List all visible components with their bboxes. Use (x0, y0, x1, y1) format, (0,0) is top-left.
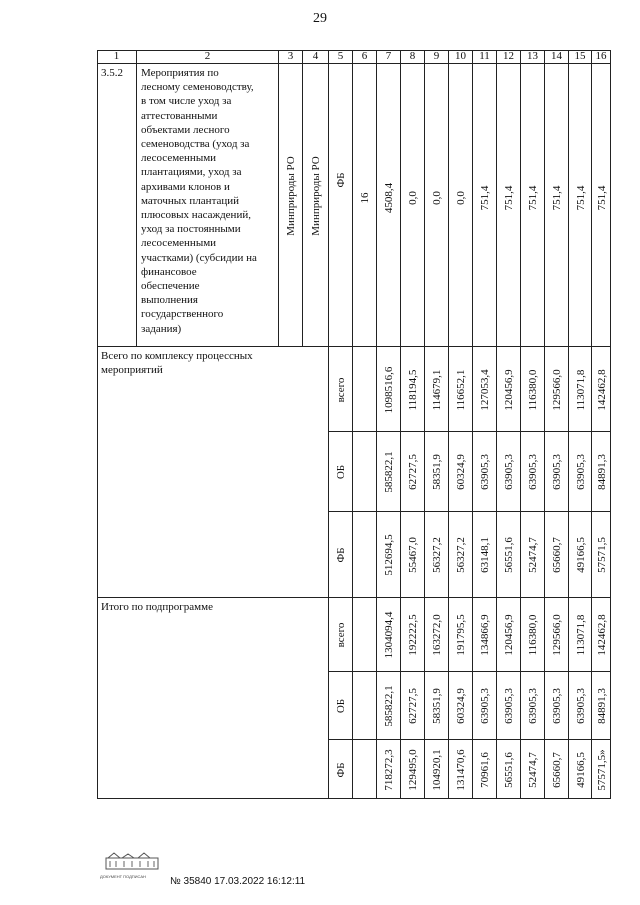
column-number-header: 7 (377, 50, 401, 64)
data-cell (401, 64, 425, 347)
data-cell (353, 512, 377, 598)
amount-value: 0,0 (455, 191, 467, 205)
amount-value: 55467,0 (407, 537, 419, 573)
amount-value: 192222,5 (407, 614, 419, 656)
data-cell (353, 432, 377, 512)
amount-value: 120456,9 (503, 614, 515, 656)
amount-value: 62727,5 (407, 454, 419, 490)
complex-total-label-cell (97, 347, 329, 598)
amount-value: 116380,0 (527, 369, 539, 410)
amount-value: 56327,2 (455, 537, 467, 573)
row-name-line: маточных плантаций (141, 194, 240, 207)
amount-value: 63905,3 (503, 688, 515, 724)
amount-value: 4508,4 (383, 182, 395, 214)
amount-value: 58351,9 (431, 688, 443, 724)
amount-value: 49166,5 (574, 537, 587, 573)
amount-value: 49166,5 (574, 751, 587, 788)
amount-value: 63905,3 (574, 454, 587, 490)
amount-value: 63905,3 (574, 688, 587, 724)
amount-value: 63905,3 (551, 688, 563, 724)
funding-source: ФБ (335, 761, 347, 778)
amount-value: 65660,7 (551, 751, 563, 788)
amount-value: 163272,0 (431, 614, 443, 656)
amount-value: 129566,0 (551, 614, 563, 656)
data-cell (353, 740, 377, 799)
amount-value: 84891,3 (595, 688, 608, 724)
row-name-line: плантациями, уход за (141, 166, 242, 179)
amount-value: 751,4 (551, 185, 563, 211)
column-number-header: 12 (497, 50, 521, 64)
amount-value: 191795,5 (455, 614, 467, 656)
column-number-header: 5 (329, 50, 353, 64)
data-cell (329, 64, 353, 347)
column-number-header: 14 (545, 50, 569, 64)
data-cell (449, 64, 473, 347)
column-number-header: 8 (401, 50, 425, 64)
subprogram-total-label-cell (97, 598, 329, 799)
amount-value: 0,0 (431, 191, 443, 205)
row-name-line: участками) (субсидии на (141, 251, 257, 264)
row-name-line: задания) (141, 322, 182, 335)
column-number-header: 13 (521, 50, 545, 64)
amount-value: 52474,7 (527, 537, 539, 573)
amount-value: 56551,6 (503, 537, 515, 573)
amount-value: 129495,0 (407, 748, 419, 791)
row-name-line: плюсовых насаждений, (141, 209, 251, 221)
amount-value: 56327,2 (431, 537, 443, 573)
subprogram-total-label: Итого по подпрограмме (101, 601, 213, 613)
executor-value: Минприроды РО (285, 155, 297, 236)
data-cell (353, 598, 377, 672)
funding-source: ФБ (335, 172, 347, 188)
amount-value: 1304094,4 (383, 611, 395, 659)
row-name-line: в том числе уход за (141, 95, 232, 108)
row-name-line: семеноводства (уход за (141, 138, 250, 150)
amount-value: 113071,8 (574, 614, 587, 656)
column-number-header: 4 (303, 50, 329, 64)
amount-value: 84891,3 (595, 454, 608, 490)
column-number-header: 11 (473, 50, 497, 64)
column-number-header: 15 (569, 50, 592, 64)
gerb-logo-icon (104, 852, 160, 874)
data-cell (425, 64, 449, 347)
amount-value: 512694,5 (383, 534, 395, 576)
amount-value: 63905,3 (527, 688, 539, 724)
amount-value: 65660,7 (551, 537, 563, 573)
amount-value: 142462,8 (595, 368, 608, 411)
complex-total-label: Всего по комплексу процессных (101, 350, 253, 362)
amount-value: 114679,1 (431, 369, 443, 410)
row-name-line: Мероприятия по (141, 67, 219, 79)
column-number-header: 16 (592, 50, 611, 64)
amount-value: 63905,3 (551, 454, 563, 490)
column-6-value: 16 (359, 192, 371, 204)
amount-value: 57571,5 (595, 537, 608, 573)
data-cell (353, 347, 377, 432)
funding-source: ФБ (335, 547, 347, 563)
column-number-header: 1 (97, 50, 137, 64)
amount-value: 127053,4 (479, 368, 491, 411)
amount-value: 134866,9 (479, 614, 491, 656)
column-number-header: 3 (279, 50, 303, 64)
amount-value: 104920,1 (431, 748, 443, 791)
participant-value: Минприроды РО (310, 155, 322, 236)
amount-value: 63905,3 (479, 454, 491, 490)
amount-value: 751,4 (574, 185, 587, 211)
column-number-header: 10 (449, 50, 473, 64)
amount-value: 113071,8 (574, 369, 587, 410)
amount-value: 52474,7 (527, 751, 539, 788)
amount-value: 129566,0 (551, 368, 563, 411)
amount-value: 63905,3 (503, 454, 515, 490)
amount-value: 585822,1 (383, 451, 395, 493)
page-number: 29 (313, 11, 327, 26)
amount-value: 718272,3 (383, 748, 395, 791)
amount-value: 131470,6 (455, 748, 467, 791)
row-name-line: архивами клонов и (141, 180, 230, 193)
amount-value: 70961,6 (479, 751, 491, 788)
row-name-line: лесному семеноводству, (141, 81, 254, 94)
amount-value: 142462,8 (595, 614, 608, 656)
amount-value: 60324,9 (455, 688, 467, 724)
row-name-line: обеспечение (141, 280, 200, 292)
row-name-line: выполнения (141, 294, 198, 307)
amount-value: 118194,5 (407, 369, 419, 410)
amount-value: 62727,5 (407, 688, 419, 724)
amount-value: 116652,1 (455, 369, 467, 410)
funding-source: всего (335, 377, 347, 402)
amount-value: 60324,9 (455, 454, 467, 490)
amount-value: 1098516,6 (383, 366, 395, 413)
row-code: 3.5.2 (101, 67, 123, 79)
row-name-line: лесосеменными (141, 152, 217, 165)
amount-value: 63905,3 (479, 688, 491, 724)
amount-value: 751,4 (527, 185, 539, 211)
funding-source: ОБ (335, 464, 347, 480)
amount-value: 63905,3 (527, 454, 539, 490)
funding-source: ОБ (335, 698, 347, 714)
column-number-header: 9 (425, 50, 449, 64)
amount-value: 120456,9 (503, 368, 515, 411)
column-number-header: 6 (353, 50, 377, 64)
row-name-line: объектами лесного (141, 123, 230, 136)
amount-value: 751,4 (595, 185, 608, 211)
amount-value: 0,0 (407, 191, 419, 205)
logo-caption: ДОКУМЕНТ ПОДПИСАН (100, 874, 146, 879)
row-name-line: аттестованными (141, 109, 218, 122)
amount-value: 751,4 (503, 185, 515, 211)
amount-value: 56551,6 (503, 751, 515, 788)
data-cell (353, 672, 377, 740)
row-name-line: государственного (141, 308, 224, 321)
amount-value: 58351,9 (431, 454, 443, 490)
data-cell (353, 64, 377, 347)
row-name-line: уход за постоянными (141, 223, 241, 236)
row-name-line: финансовое (141, 265, 197, 278)
amount-value: 116380,0 (527, 614, 539, 656)
amount-value: 585822,1 (383, 685, 395, 727)
complex-total-label: мероприятий (101, 364, 163, 376)
document-stamp: № 35840 17.03.2022 16:12:11 (170, 876, 306, 887)
row-code-cell (97, 64, 137, 347)
funding-source: всего (335, 622, 347, 648)
row-name-line: лесосеменными (141, 237, 217, 250)
column-number-header: 2 (137, 50, 279, 64)
amount-value: 63148,1 (479, 537, 491, 573)
amount-value: 751,4 (479, 185, 491, 211)
amount-value: 57571,5» (595, 748, 608, 791)
